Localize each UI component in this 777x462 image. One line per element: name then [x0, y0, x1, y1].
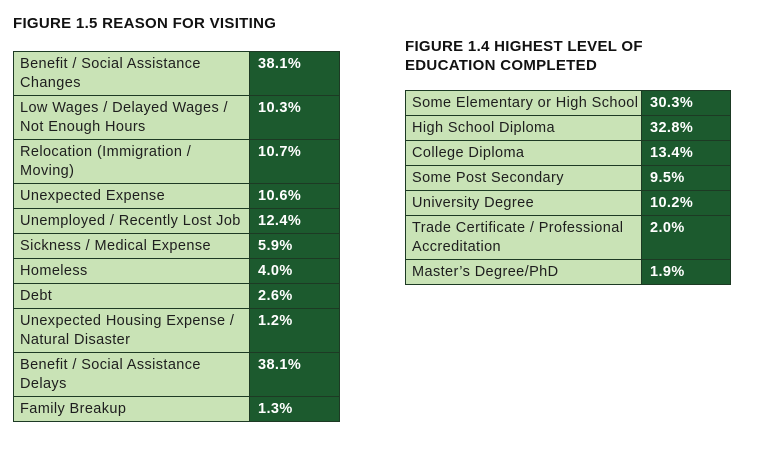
row-percentage: 4.0%: [250, 259, 340, 284]
row-label: Benefit / Social Assistance Changes: [14, 52, 250, 96]
education-row: [406, 260, 731, 285]
reason-row: [14, 184, 340, 209]
education-level-table: [405, 90, 731, 285]
row-percentage: 2.0%: [642, 216, 731, 260]
row-label: Trade Certificate / Professional Accreditation: [406, 216, 642, 260]
row-percentage: 10.6%: [250, 184, 340, 209]
row-label: Relocation (Immigration / Moving): [14, 140, 250, 184]
row-percentage: 30.3%: [642, 91, 731, 116]
education-row: [406, 191, 731, 216]
education-row: [406, 166, 731, 191]
row-label: University Degree: [406, 191, 642, 216]
row-label: Family Breakup: [14, 397, 250, 422]
row-percentage: 10.2%: [642, 191, 731, 216]
row-label: Homeless: [14, 259, 250, 284]
row-label: Unexpected Expense: [14, 184, 250, 209]
row-label: High School Diploma: [406, 116, 642, 141]
row-percentage: 10.3%: [250, 96, 340, 140]
row-label: Unexpected Housing Expense / Natural Disaster: [14, 309, 250, 353]
reason-for-visiting-table: [13, 51, 340, 422]
row-label: Sickness / Medical Expense: [14, 234, 250, 259]
row-label: Master’s Degree/PhD: [406, 260, 642, 285]
reason-row: [14, 259, 340, 284]
row-label: Debt: [14, 284, 250, 309]
reason-row: [14, 309, 340, 353]
row-percentage: 5.9%: [250, 234, 340, 259]
row-percentage: 32.8%: [642, 116, 731, 141]
row-percentage: 10.7%: [250, 140, 340, 184]
row-label: Benefit / Social Assistance Delays: [14, 353, 250, 397]
reason-row: [14, 96, 340, 140]
row-label: College Diploma: [406, 141, 642, 166]
education-row: [406, 216, 731, 260]
reason-row: [14, 284, 340, 309]
reason-row: [14, 397, 340, 422]
row-label: Unemployed / Recently Lost Job: [14, 209, 250, 234]
row-percentage: 1.2%: [250, 309, 340, 353]
reason-row: [14, 140, 340, 184]
row-percentage: 12.4%: [250, 209, 340, 234]
row-label: Some Post Secondary: [406, 166, 642, 191]
education-row: [406, 116, 731, 141]
row-label: Some Elementary or High School: [406, 91, 642, 116]
row-percentage: 9.5%: [642, 166, 731, 191]
row-percentage: 2.6%: [250, 284, 340, 309]
education-row: [406, 91, 731, 116]
reason-row: [14, 209, 340, 234]
row-percentage: 38.1%: [250, 353, 340, 397]
row-percentage: 1.3%: [250, 397, 340, 422]
figure-1-5-title: FIGURE 1.5 REASON FOR VISITING: [13, 15, 277, 32]
reason-row: [14, 353, 340, 397]
education-row: [406, 141, 731, 166]
row-percentage: 1.9%: [642, 260, 731, 285]
reason-row: [14, 52, 340, 96]
reason-row: [14, 234, 340, 259]
figure-1-4-title: FIGURE 1.4 HIGHEST LEVEL OF EDUCATION COMPLETED: [405, 38, 643, 74]
row-label: Low Wages / Delayed Wages / Not Enough Hours: [14, 96, 250, 140]
row-percentage: 13.4%: [642, 141, 731, 166]
row-percentage: 38.1%: [250, 52, 340, 96]
